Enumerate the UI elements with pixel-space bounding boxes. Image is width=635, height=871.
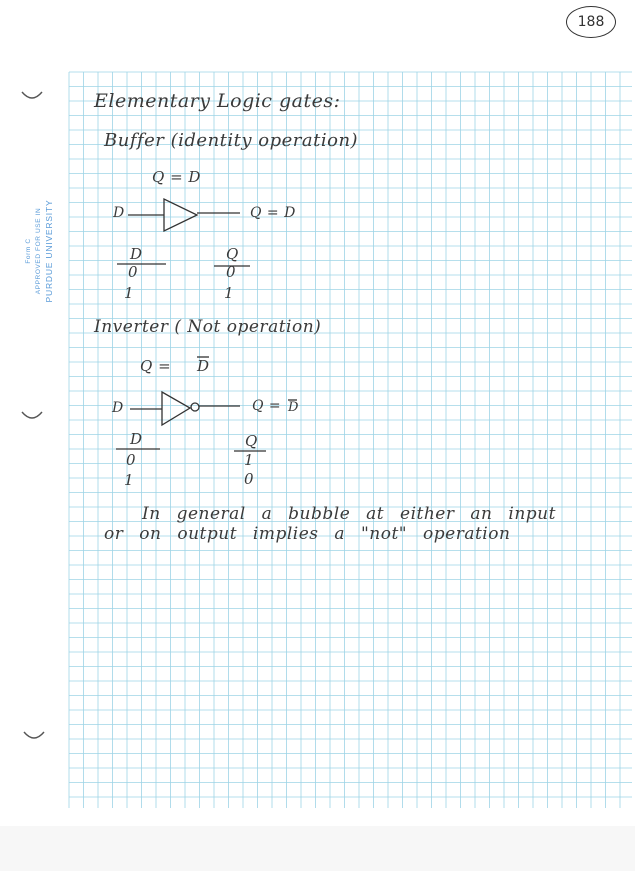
inverter-table-d-header: D [130, 430, 143, 448]
form-stamp-line2: APPROVED FOR USE IN [35, 207, 42, 295]
note-line-1: In general a bubble at either an input [142, 504, 556, 524]
form-stamp-line3: PURDUE UNIVERSITY [44, 199, 54, 303]
inverter-title: Inverter ( Not operation) [94, 317, 322, 337]
buffer-triangle [164, 199, 197, 231]
buffer-equation: Q = D [152, 168, 201, 186]
binder-hole-mark [24, 732, 44, 738]
inverter-output-right: D [288, 400, 299, 415]
inverter-table-d-row1: 1 [124, 471, 135, 489]
buffer-output-label: Q = D [250, 205, 296, 221]
buffer-input-label: D [113, 205, 125, 221]
inverter-equation-left: Q = [140, 357, 172, 375]
inverter-table-d-row0: 0 [126, 451, 137, 469]
buffer-gate-diagram [128, 199, 240, 231]
inverter-input-label: D [112, 400, 124, 416]
inverter-table-q-row1: 0 [244, 470, 255, 488]
form-stamp-label [24, 186, 54, 316]
note-line-2: or on output implies a "not" operation [104, 524, 511, 544]
buffer-table-q-row0: 0 [226, 263, 237, 281]
buffer-title: Buffer (identity operation) [104, 130, 359, 151]
binder-hole-mark [22, 92, 42, 98]
inverter-output-left: Q = [252, 398, 282, 414]
page-number-badge: 188 [566, 6, 616, 38]
inverter-equation-right: D [197, 357, 210, 375]
scan-edge [0, 826, 635, 871]
inverter-table-q-row0: 1 [244, 451, 255, 469]
buffer-table-d-row0: 0 [128, 263, 139, 281]
buffer-table-d-row1: 1 [124, 284, 135, 302]
buffer-table-d-header: D [130, 245, 143, 263]
buffer-table-q-row1: 1 [224, 284, 235, 302]
binder-hole-mark [22, 412, 42, 418]
form-stamp-line1: Form C [25, 238, 32, 264]
buffer-table-q-header: Q [226, 245, 239, 263]
page-heading: Elementary Logic gates: [94, 90, 341, 112]
inverter-table-q-header: Q [245, 432, 258, 450]
inverter-bubble [191, 403, 199, 411]
